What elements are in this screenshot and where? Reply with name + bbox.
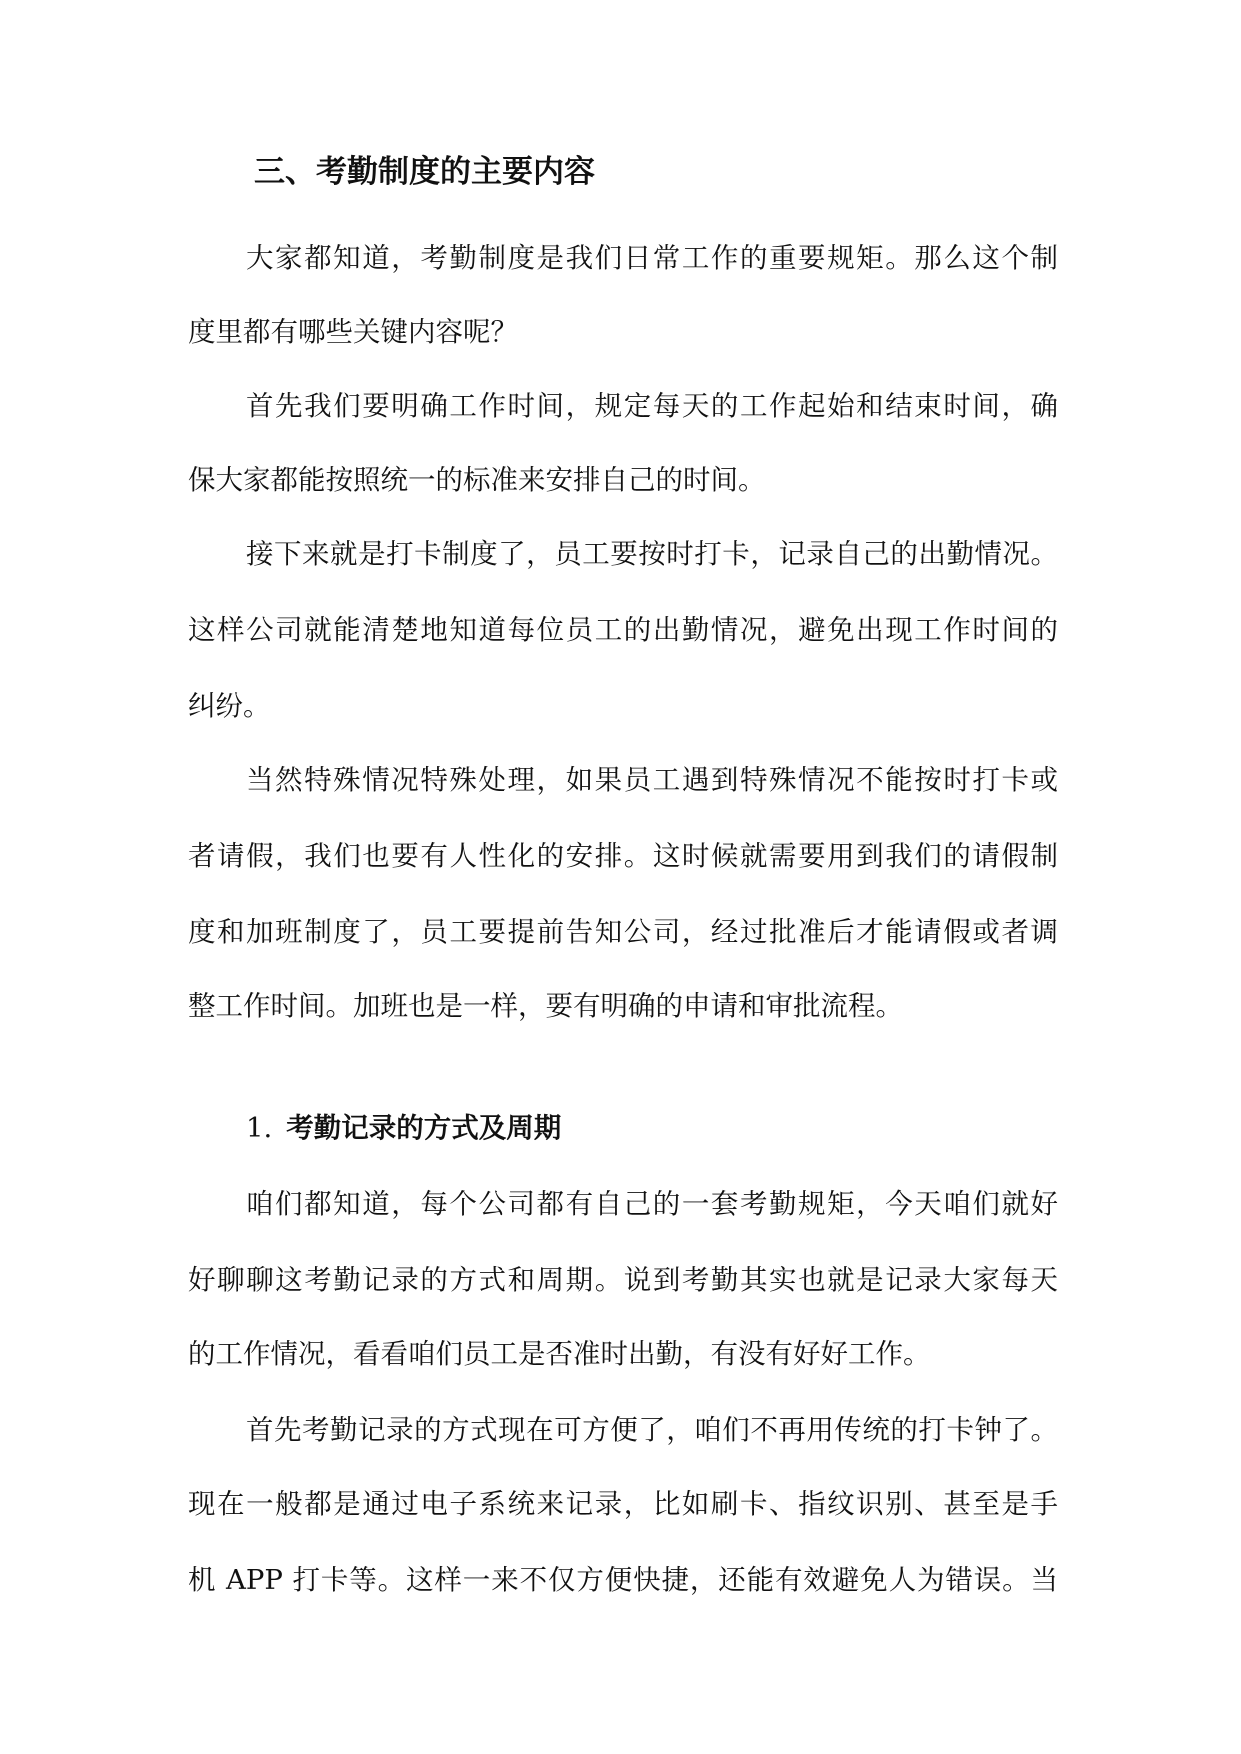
subsection-heading xyxy=(246,1110,561,1146)
paragraph-4-line-4: 整工作时间。加班也是一样，要有明确的申请和审批流程。 xyxy=(188,990,903,1022)
sub-paragraph-1-line-1: 咱们都知道，每个公司都有自己的一套考勤规矩，今天咱们就好 xyxy=(246,1188,1058,1220)
paragraph-1-line-1: 大家都知道，考勤制度是我们日常工作的重要规矩。那么这个制 xyxy=(246,242,1058,274)
subsection-title: 考勤记录的方式及周期 xyxy=(286,1112,562,1144)
paragraph-2-line-2: 保大家都能按照统一的标准来安排自己的时间。 xyxy=(188,464,766,496)
paragraph-1-line-2: 度里都有哪些关键内容呢？ xyxy=(188,316,518,348)
sub-paragraph-2-line-3: 机 APP 打卡等。这样一来不仅方便快捷，还能有效避免人为错误。当 xyxy=(188,1564,1058,1596)
sub-paragraph-2-line-2: 现在一般都是通过电子系统来记录，比如刷卡、指纹识别、甚至是手 xyxy=(188,1488,1058,1520)
paragraph-3-line-3: 纠纷。 xyxy=(188,690,271,722)
paragraph-4-line-1: 当然特殊情况特殊处理，如果员工遇到特殊情况不能按时打卡或 xyxy=(246,764,1058,796)
paragraph-3-line-2: 这样公司就能清楚地知道每位员工的出勤情况，避免出现工作时间的 xyxy=(188,614,1058,646)
paragraph-2-line-1: 首先我们要明确工作时间，规定每天的工作起始和结束时间，确 xyxy=(246,390,1058,422)
paragraph-4-line-3: 度和加班制度了，员工要提前告知公司，经过批准后才能请假或者调 xyxy=(188,916,1058,948)
sub-paragraph-1-line-3: 的工作情况，看看咱们员工是否准时出勤，有没有好好工作。 xyxy=(188,1338,931,1370)
paragraph-3-line-1: 接下来就是打卡制度了，员工要按时打卡，记录自己的出勤情况。 xyxy=(246,538,1058,570)
subsection-number: 1. xyxy=(246,1112,273,1144)
section-heading: 三、考勤制度的主要内容 xyxy=(254,154,595,190)
paragraph-4-line-2: 者请假，我们也要有人性化的安排。这时候就需要用到我们的请假制 xyxy=(188,840,1058,872)
sub-paragraph-1-line-2: 好聊聊这考勤记录的方式和周期。说到考勤其实也就是记录大家每天 xyxy=(188,1264,1058,1296)
sub-paragraph-2-line-1: 首先考勤记录的方式现在可方便了，咱们不再用传统的打卡钟了。 xyxy=(246,1414,1058,1446)
